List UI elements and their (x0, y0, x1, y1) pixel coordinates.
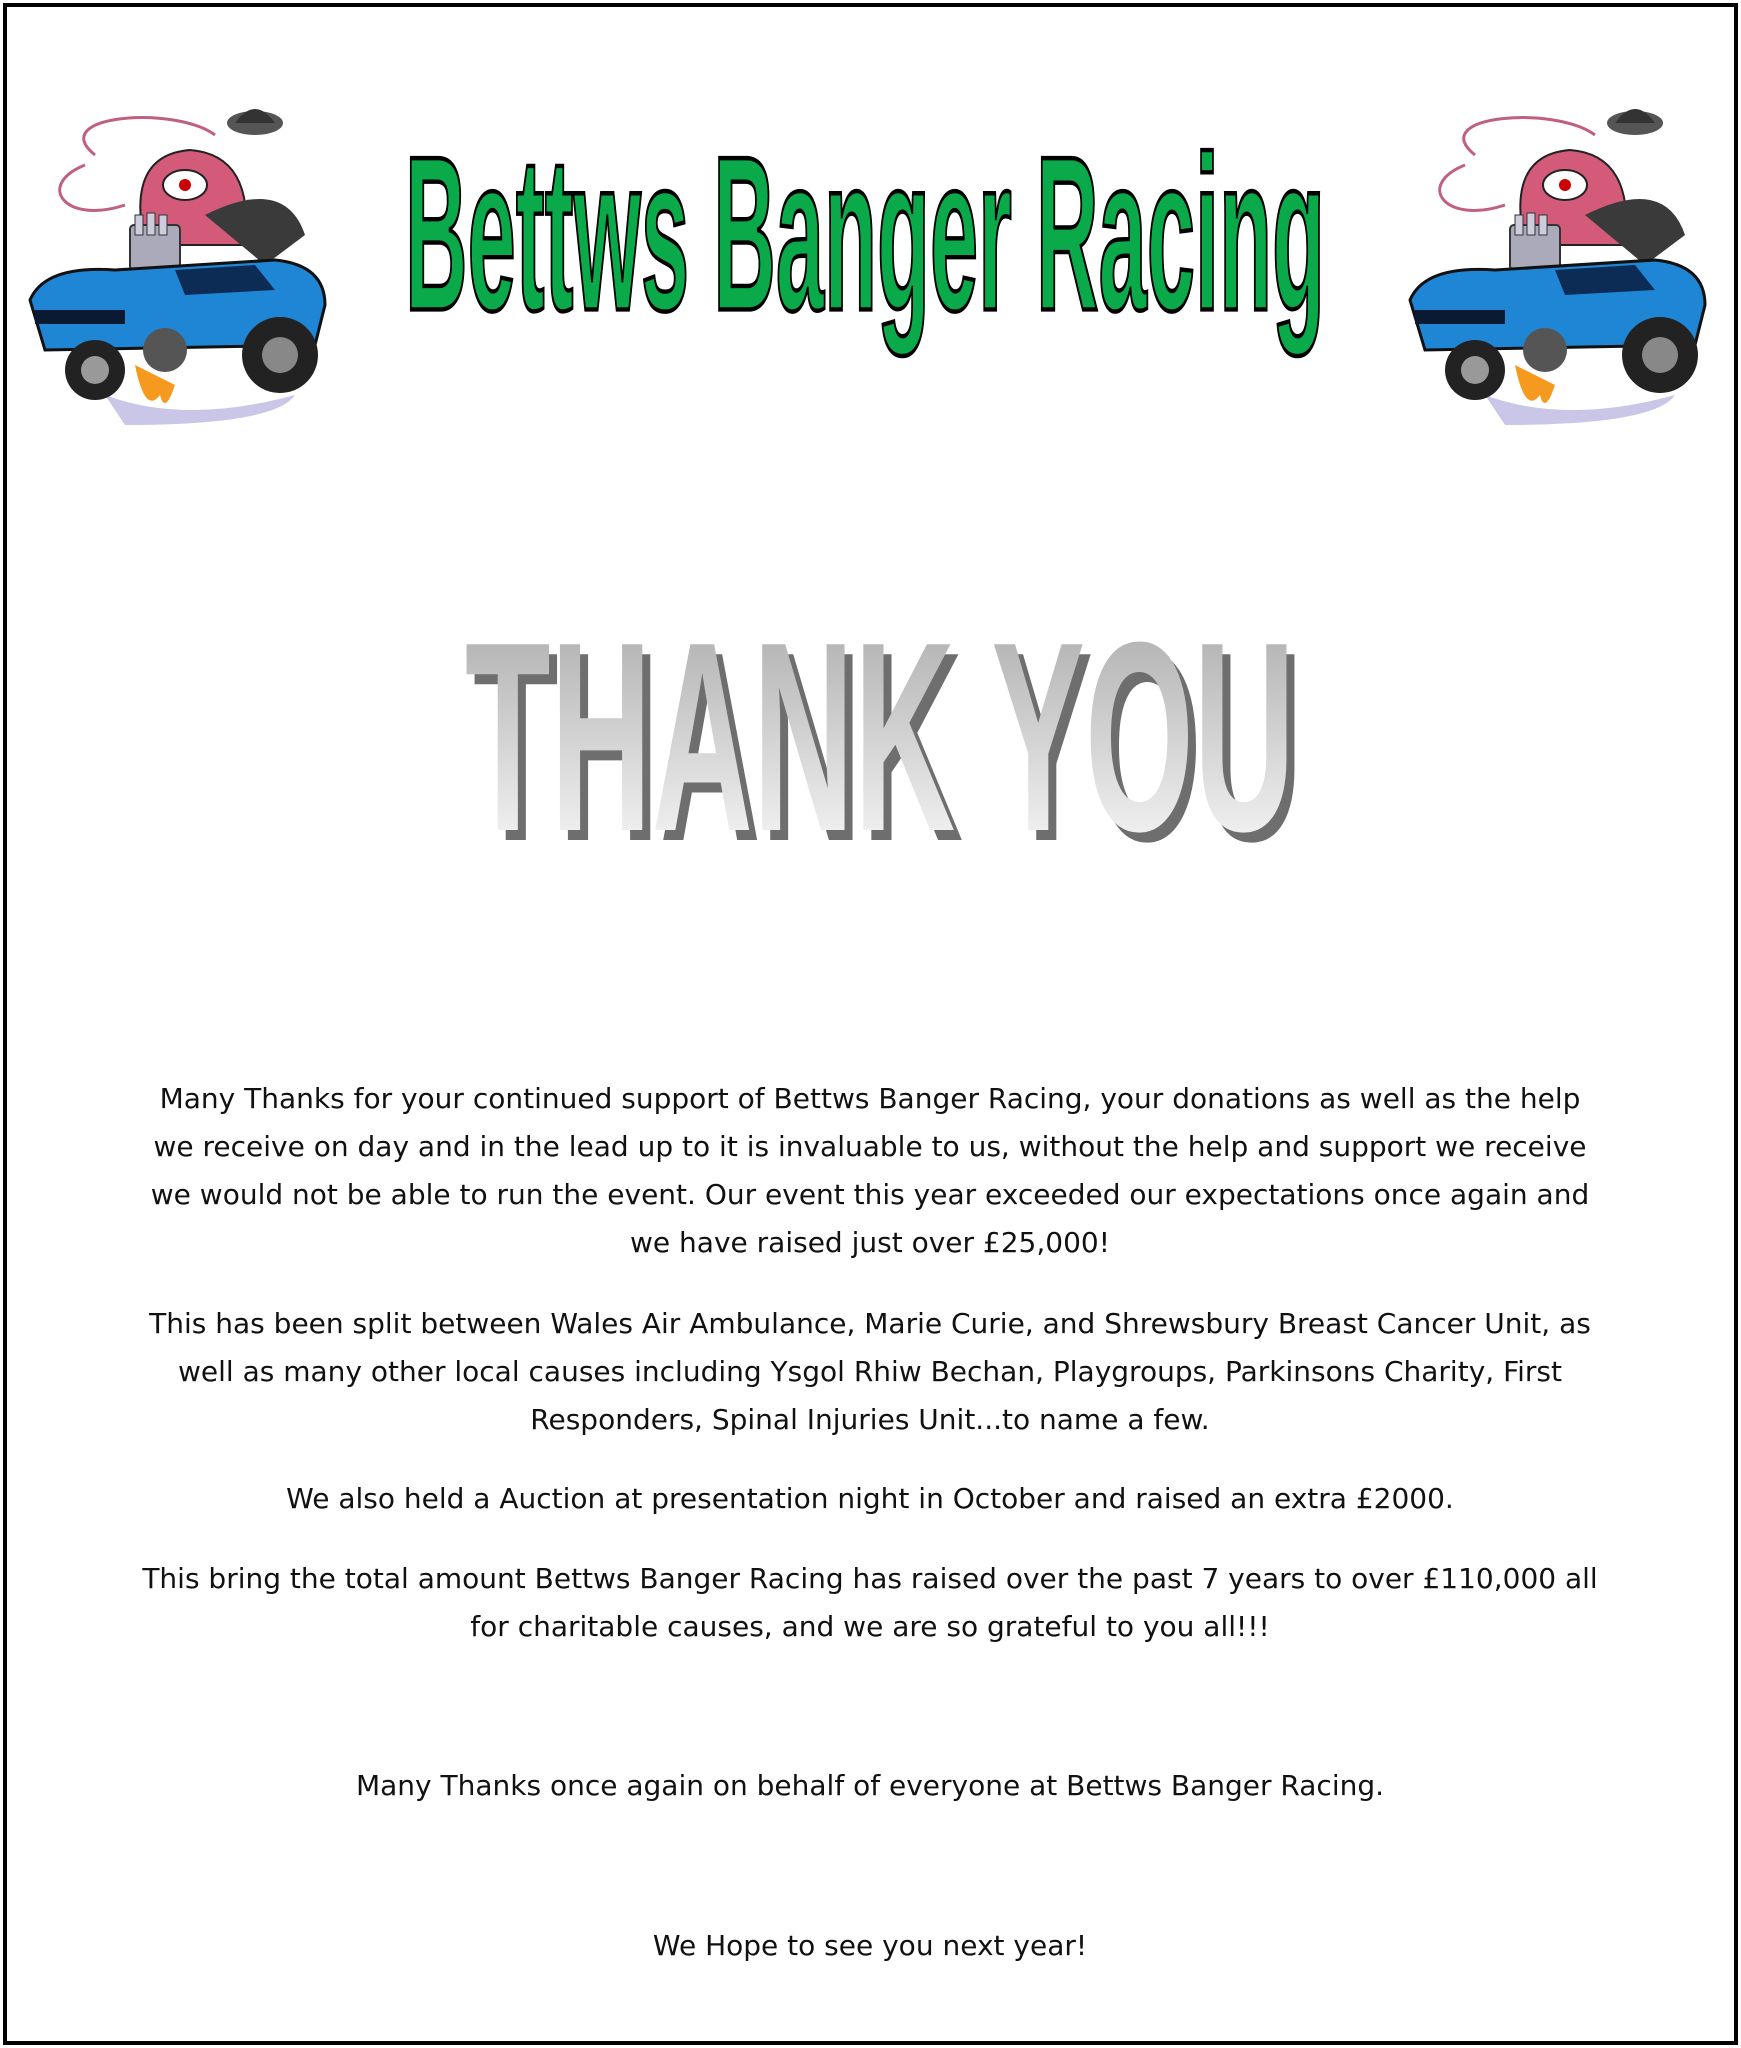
paragraph-total: This bring the total amount Bettws Banger Racing has raised over the past 7 years to over £110,000 all for charitable causes, and we are so grateful to you all!!! (142, 1562, 1598, 1643)
hot-rod-cartoon-right (1405, 95, 1720, 430)
paragraph-auction: We also held a Auction at presentation night in October and raised an extra £2000. (286, 1482, 1454, 1515)
thank-you-shadow: THANK YOU (473, 597, 1303, 855)
farewell-line: We Hope to see you next year! (652, 1929, 1088, 1962)
thank-you-text: THANK YOU (465, 587, 1295, 855)
paragraph-support: Many Thanks for your continued support of Bettws Banger Racing, your donations as well as the help we receive on day and in the lead up to it is invaluable to us, without the help and support we receive we would not be able to run the event. Our event this year exceeded our expectations once again and we have raised just over £25,000! (150, 1082, 1590, 1259)
paragraph-charities: This has been split between Wales Air Ambulance, Marie Curie, and Shrewsbury Breast Cancer Unit, as well as many other local causes including Ysgol Rhiw Bechan, Playgroups, Parkinsons Charity, First Responders, Spinal Injuries Unit...to name a few. (149, 1307, 1591, 1436)
headline-title (390, 95, 1340, 365)
thank-you-banner (440, 545, 1320, 855)
hot-rod-cartoon-left (25, 95, 340, 430)
title-text: Bettws Banger Racing (404, 110, 1325, 357)
closing-thanks: Many Thanks once again on behalf of everyone at Bettws Banger Racing. (355, 1769, 1385, 1802)
